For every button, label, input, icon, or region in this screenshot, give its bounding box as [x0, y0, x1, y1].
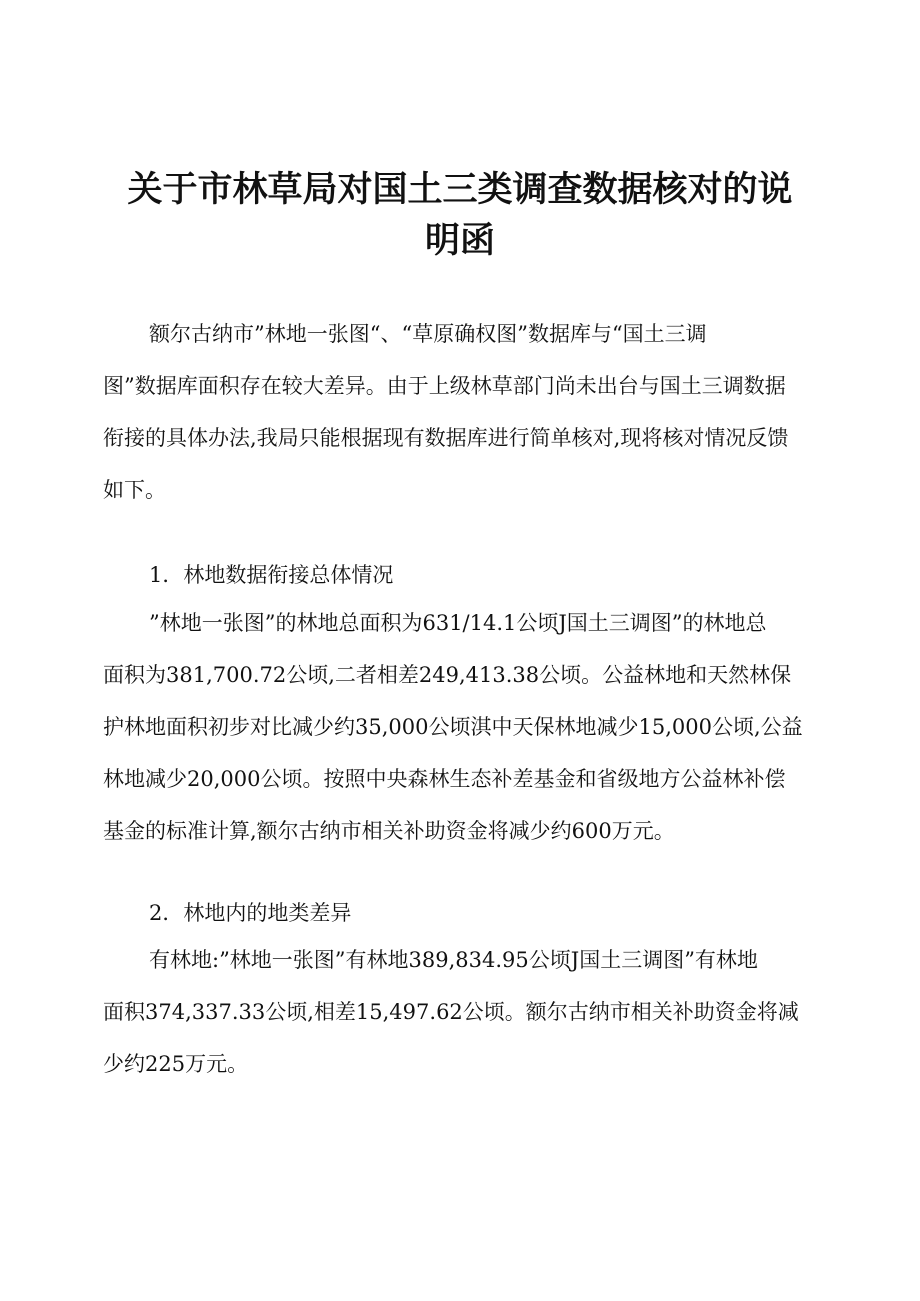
intro-line: 衔接的具体办法,我局只能根据现有数据库进行简单核对,现将核对情况反馈 [103, 426, 789, 450]
section-2-line: 有林地:”林地一张图”有林地389,834.95公顷J国土三调图”有林地 [149, 948, 758, 972]
section-1-line: 面积为381,700.72公顷,二者相差249,413.38公顷。公益林地和天然林保 [103, 663, 792, 687]
intro-line: 如下。 [103, 478, 166, 502]
document-title-line-2: 明函 [424, 221, 495, 261]
section-1-line: 护林地面积初步对比减少约35,000公顷淇中天保林地减少15,000公顷,公益 [103, 715, 803, 739]
section-1-line: ”林地一张图”的林地总面积为631/14.1公顷J国土三调图”的林地总 [149, 611, 767, 635]
section-1-heading: 1．林地数据衔接总体情况 [149, 563, 394, 587]
intro-line: 额尔古纳市”林地一张图“、“草原确权图”数据库与“国土三调 [149, 322, 707, 346]
document-title-line-1: 关于市林草局对国土三类调查数据核对的说 [127, 170, 793, 210]
section-1-line: 基金的标准计算,额尔古纳市相关补助资金将减少约600万元。 [103, 819, 675, 843]
section-2-heading: 2．林地内的地类差异 [149, 901, 352, 925]
intro-line: 图”数据库面积存在较大差异。由于上级林草部门尚未出台与国土三调数据 [103, 374, 786, 398]
section-2-line: 少约225万元。 [103, 1052, 249, 1076]
section-1-line: 林地减少20,000公顷。按照中央森林生态补差基金和省级地方公益林补偿 [103, 767, 786, 791]
section-2-paragraph [103, 934, 823, 1090]
section-1-paragraph [103, 597, 823, 857]
section-2-line: 面积374,337.33公顷,相差15,497.62公顷。额尔古纳市相关补助资金将减 [103, 1000, 799, 1024]
intro-paragraph [103, 308, 823, 516]
